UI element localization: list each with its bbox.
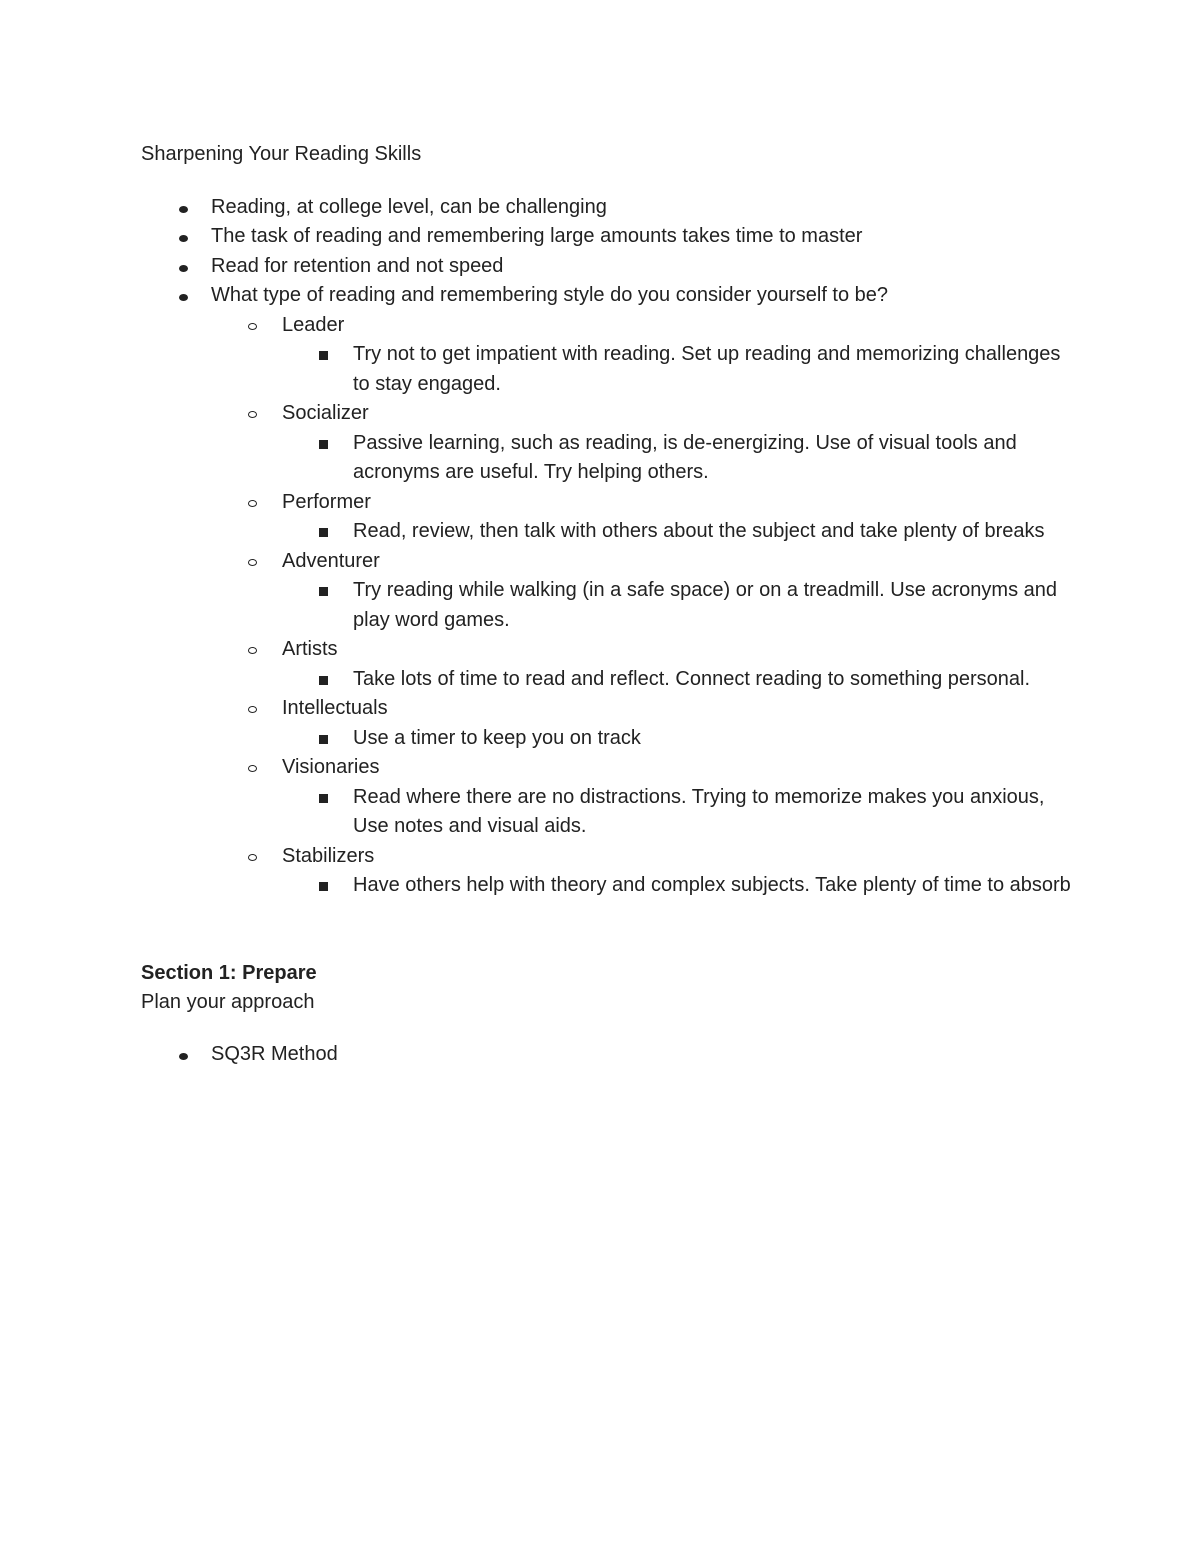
hollow-circle-bullet-icon	[248, 559, 257, 566]
reading-style-tips	[282, 340, 1081, 399]
reading-style-item	[211, 694, 1081, 753]
document-title: Sharpening Your Reading Skills	[141, 143, 422, 165]
reading-style-name: Intellectuals	[282, 697, 388, 719]
intro-bullet-list	[141, 193, 1081, 901]
section-bullet-list	[141, 1040, 1081, 1070]
list-item	[141, 281, 1081, 901]
list-item	[141, 222, 1081, 252]
reading-style-tip: Read where there are no distractions. Trying to memorize makes you anxious, Use notes and visual aids.	[353, 785, 1045, 837]
filled-circle-bullet-icon	[179, 294, 188, 301]
reading-style-tip: Read, review, then talk with others about the subject and take plenty of breaks	[353, 520, 1045, 542]
hollow-circle-bullet-icon	[248, 411, 257, 418]
reading-style-tips	[282, 724, 1081, 754]
list-item	[141, 193, 1081, 223]
reading-style-tip: Have others help with theory and complex subjects. Take plenty of time to absorb	[353, 874, 1071, 896]
reading-style-tips	[282, 871, 1081, 901]
reading-style-item	[211, 488, 1081, 547]
reading-style-name: Socializer	[282, 402, 369, 424]
reading-style-name: Performer	[282, 490, 371, 513]
list-item	[282, 871, 1081, 901]
reading-style-item	[211, 842, 1081, 901]
section-heading: Section 1: Prepare	[141, 961, 317, 984]
list-item-text: Read for retention and not speed	[211, 254, 504, 277]
list-item	[282, 665, 1081, 695]
reading-style-tip: Try reading while walking (in a safe space) or on a treadmill. Use acronyms and play word games.	[353, 579, 1058, 631]
reading-style-tip: Try not to get impatient with reading. Set up reading and memorizing challenges to stay engaged.	[353, 343, 1061, 395]
reading-style-tip: Passive learning, such as reading, is de-energizing. Use of visual tools and acronyms are useful. Try helping others.	[353, 431, 1017, 483]
list-item	[141, 1040, 1081, 1070]
reading-style-tip: Take lots of time to read and reflect. Connect reading to something personal.	[353, 667, 1031, 690]
list-item-text: SQ3R Method	[211, 1042, 338, 1065]
reading-style-item	[211, 399, 1081, 488]
list-item	[282, 340, 1081, 399]
square-bullet-icon	[319, 735, 328, 744]
square-bullet-icon	[319, 440, 328, 449]
document-page	[141, 140, 1081, 1069]
hollow-circle-bullet-icon	[248, 323, 257, 330]
list-item-text: What type of reading and remembering style do you consider yourself to be?	[211, 284, 889, 306]
reading-style-name: Leader	[282, 313, 345, 336]
reading-style-item	[211, 753, 1081, 842]
hollow-circle-bullet-icon	[248, 647, 257, 654]
square-bullet-icon	[319, 676, 328, 685]
list-item-text: The task of reading and remembering large amounts takes time to master	[211, 225, 863, 247]
filled-circle-bullet-icon	[179, 1053, 188, 1060]
square-bullet-icon	[319, 587, 328, 596]
list-item-text: Reading, at college level, can be challenging	[211, 195, 607, 218]
reading-style-tips	[282, 665, 1081, 695]
reading-style-tips	[282, 783, 1081, 842]
square-bullet-icon	[319, 528, 328, 537]
filled-circle-bullet-icon	[179, 265, 188, 272]
reading-style-tips	[282, 517, 1081, 547]
filled-circle-bullet-icon	[179, 206, 188, 213]
square-bullet-icon	[319, 882, 328, 891]
hollow-circle-bullet-icon	[248, 706, 257, 713]
list-item	[282, 783, 1081, 842]
hollow-circle-bullet-icon	[248, 500, 257, 507]
hollow-circle-bullet-icon	[248, 765, 257, 772]
reading-style-list	[141, 311, 1081, 901]
reading-style-item	[211, 311, 1081, 400]
list-item	[282, 517, 1081, 547]
reading-style-item	[211, 547, 1081, 636]
reading-style-name: Visionaries	[282, 756, 380, 778]
list-item	[282, 724, 1081, 754]
list-item	[282, 429, 1081, 488]
square-bullet-icon	[319, 351, 328, 360]
reading-style-name: Adventurer	[282, 549, 380, 572]
reading-style-tips	[282, 429, 1081, 488]
reading-style-name: Stabilizers	[282, 844, 375, 867]
reading-style-tips	[282, 576, 1081, 635]
list-item	[141, 252, 1081, 282]
list-item	[282, 576, 1081, 635]
reading-style-tip: Use a timer to keep you on track	[353, 726, 641, 749]
hollow-circle-bullet-icon	[248, 854, 257, 861]
reading-style-item	[211, 635, 1081, 694]
reading-style-name: Artists	[282, 638, 338, 660]
filled-circle-bullet-icon	[179, 235, 188, 242]
section-subheading: Plan your approach	[141, 991, 315, 1013]
square-bullet-icon	[319, 794, 328, 803]
